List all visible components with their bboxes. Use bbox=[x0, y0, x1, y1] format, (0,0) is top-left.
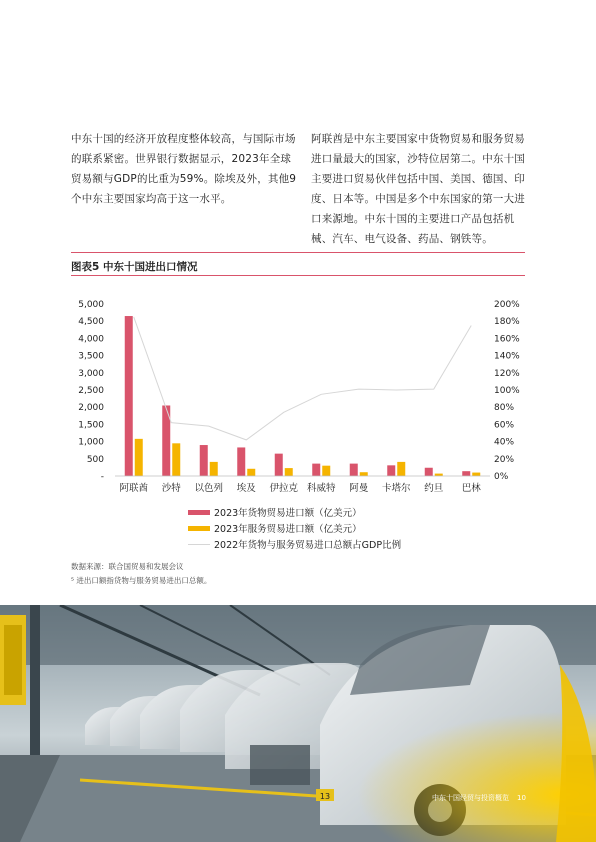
x-category-label: 巴林 bbox=[461, 483, 481, 494]
y-right-tick-label: 0% bbox=[494, 472, 509, 482]
bar-services bbox=[360, 472, 368, 476]
page-number: 10 bbox=[517, 794, 526, 802]
y-right-tick-label: 40% bbox=[494, 437, 515, 448]
y-right-tick-label: 20% bbox=[494, 454, 515, 465]
y-right-tick-label: 160% bbox=[494, 334, 520, 345]
bar-goods bbox=[237, 447, 245, 476]
legend-services-label: 2023年服务贸易进口额（亿美元） bbox=[214, 524, 362, 535]
bar-goods bbox=[275, 454, 283, 476]
bar-services bbox=[472, 473, 480, 476]
left-paragraph: 中东十国的经济开放程度整体较高，与国际市场的联系紧密。世界银行数据显示，2023年全球贸易额与GDP的比重为59%。除埃及外，其他9个中东主要国家均高于这一水平。 bbox=[71, 133, 297, 205]
y-right-tick-label: 140% bbox=[494, 351, 520, 362]
x-category-label: 伊拉克 bbox=[269, 483, 299, 494]
car-assembly-line-image bbox=[0, 605, 596, 842]
right-paragraph: 阿联酋是中东主要国家中货物贸易和服务贸易进口量最大的国家，沙特位居第二。中东十国主要进口贸易伙伴包括中国、美国、德国、印度、日本等。中国是多个中东国家的第一大进口来源地。中东十国的主要进口产品包括机械、汽车、电气设备、药品、钢铁等。 bbox=[311, 133, 525, 245]
y-right-tick-label: 100% bbox=[494, 386, 520, 396]
y-left-tick-label: 4,000 bbox=[78, 334, 104, 345]
x-category-label: 阿曼 bbox=[349, 483, 369, 494]
legend-goods bbox=[188, 505, 362, 519]
x-category-label: 约旦 bbox=[424, 483, 444, 494]
footnote: ⁵ 进出口额指货物与服务贸易进出口总额。 bbox=[71, 576, 212, 585]
legend-ratio-label: 2022年货物与服务贸易进口总额占GDP比例 bbox=[214, 540, 402, 551]
figure-source: 数据来源：联合国贸易和发展会议 bbox=[71, 562, 184, 571]
figure-title: 图表5 中东十国进出口情况 bbox=[71, 261, 198, 273]
x-category-label: 卡塔尔 bbox=[381, 483, 411, 494]
bar-goods bbox=[425, 468, 433, 476]
bar-services bbox=[322, 466, 330, 476]
y-left-tick-label: 2,000 bbox=[78, 403, 104, 414]
y-left-tick-label: 3,500 bbox=[78, 351, 104, 362]
bar-goods bbox=[200, 445, 208, 476]
bar-services bbox=[247, 469, 255, 476]
y-right-tick-label: 60% bbox=[494, 420, 515, 431]
bar-services bbox=[172, 443, 180, 476]
import-chart bbox=[60, 292, 560, 504]
y-left-tick-label: 3,000 bbox=[78, 368, 104, 379]
figure-title-rule bbox=[71, 275, 525, 276]
x-category-label: 科威特 bbox=[306, 483, 336, 494]
bar-goods bbox=[387, 465, 395, 476]
y-left-tick-label: 1,500 bbox=[78, 420, 104, 431]
bar-services bbox=[285, 468, 293, 476]
y-right-tick-label: 80% bbox=[494, 403, 515, 414]
y-left-tick-label: 4,500 bbox=[78, 317, 104, 328]
legend-ratio bbox=[188, 537, 401, 551]
x-category-label: 沙特 bbox=[161, 483, 181, 494]
legend-goods-label: 2023年货物贸易进口额（亿美元） bbox=[214, 508, 362, 519]
legend-services-swatch bbox=[188, 526, 210, 531]
x-category-label: 阿联酋 bbox=[119, 483, 149, 494]
figure-top-rule bbox=[71, 252, 525, 253]
bar-goods bbox=[312, 464, 320, 476]
bar-goods bbox=[462, 471, 470, 476]
bar-services bbox=[210, 462, 218, 476]
y-right-tick-label: 180% bbox=[494, 317, 520, 328]
x-category-label: 埃及 bbox=[236, 483, 256, 494]
bar-goods bbox=[350, 464, 358, 476]
y-left-tick-label: 500 bbox=[86, 454, 104, 465]
x-category-label: 以色列 bbox=[194, 483, 224, 494]
car-factory-photo bbox=[0, 605, 596, 842]
footer-title: 中东十国经贸与投资概览 bbox=[432, 794, 509, 802]
bar-services bbox=[397, 462, 405, 476]
legend-ratio-swatch bbox=[188, 544, 210, 545]
y-right-tick-label: 120% bbox=[494, 368, 520, 379]
legend-services bbox=[188, 521, 362, 535]
y-left-tick-label: - bbox=[100, 472, 104, 482]
y-left-tick-label: 1,000 bbox=[78, 437, 104, 448]
y-left-tick-label: 2,500 bbox=[78, 386, 104, 396]
page-footer bbox=[432, 793, 526, 803]
bar-services bbox=[135, 439, 143, 476]
ratio-line bbox=[134, 317, 472, 440]
bar-goods bbox=[125, 316, 133, 476]
legend-goods-swatch bbox=[188, 510, 210, 515]
y-right-tick-label: 200% bbox=[494, 300, 520, 310]
y-left-tick-label: 5,000 bbox=[78, 300, 104, 310]
